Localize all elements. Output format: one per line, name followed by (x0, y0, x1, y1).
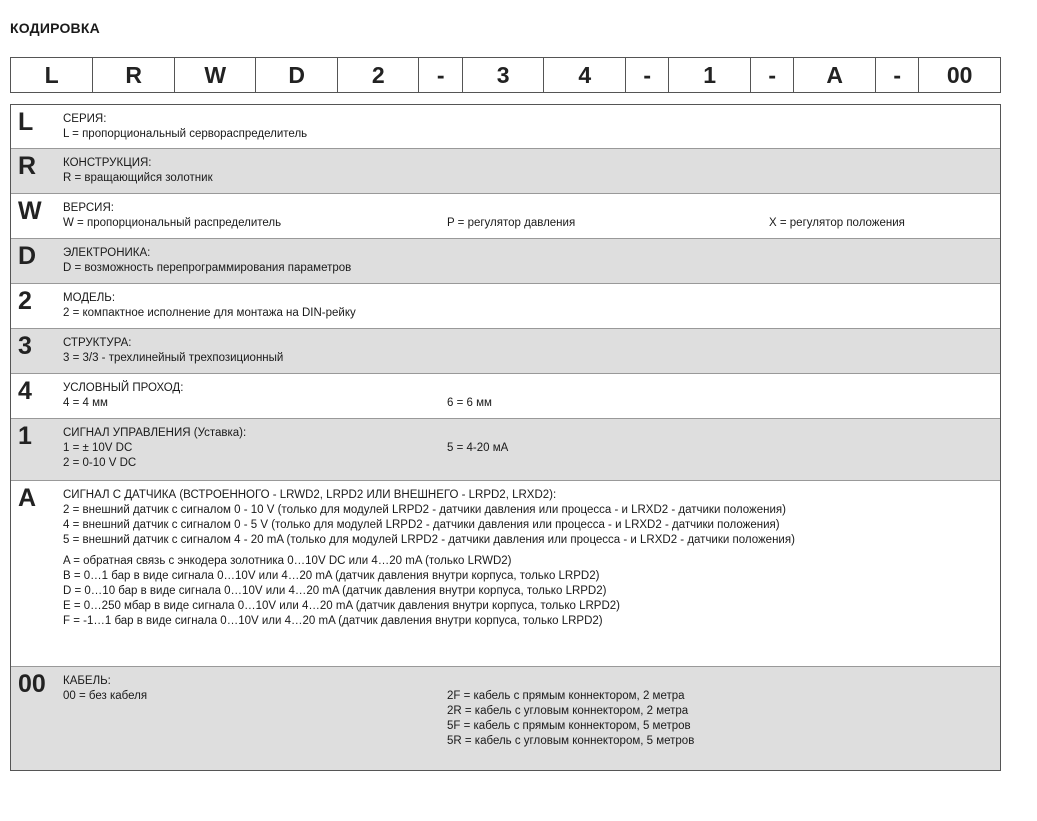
row-label: КОНСТРУКЦИЯ: (63, 157, 152, 169)
row-key: 2 (18, 287, 32, 315)
code-separator: - (875, 58, 918, 92)
row-option: 1 = ± 10V DC (63, 442, 133, 454)
code-separator: - (625, 58, 668, 92)
row-option: 5R = кабель с угловым коннектором, 5 метров (447, 735, 695, 747)
row-body (63, 374, 1000, 418)
row-body (63, 419, 1000, 480)
row-label: МОДЕЛЬ: (63, 292, 116, 304)
code-segment: W (174, 58, 256, 92)
code-separator: - (418, 58, 461, 92)
row-option: 6 = 6 мм (447, 397, 492, 409)
row-option: E = 0…250 мбар в виде сигнала 0…10V или 4…20 mA (датчик давления внутри корпуса, только LRPD2) (63, 600, 621, 612)
row-label: ЭЛЕКТРОНИКА: (63, 247, 151, 259)
row-body (63, 239, 1000, 283)
row-option: 2R = кабель с угловым коннектором, 2 метра (447, 705, 689, 717)
row-label: СТРУКТУРА: (63, 337, 132, 349)
row-body (63, 481, 1000, 666)
row-option: 00 = без кабеля (63, 690, 148, 702)
row-option: 5F = кабель с прямым коннектором, 5 метров (447, 720, 691, 732)
row-text: 2 = компактное исполнение для монтажа на DIN-рейку (63, 307, 356, 319)
code-segment: 2 (337, 58, 419, 92)
row-key: W (18, 197, 42, 225)
row-text: 3 = 3/3 - трехлинейный трехпозиционный (63, 352, 284, 364)
row-key: L (18, 108, 34, 136)
row-text: L = пропорциональный сервораспределитель (63, 128, 308, 140)
row-label: КАБЕЛЬ: (63, 675, 111, 687)
row-label: СИГНАЛ С ДАТЧИКА (ВСТРОЕННОГО - LRWD2, LRPD2 ИЛИ ВНЕШНЕГО - LRPD2, LRXD2): (63, 489, 557, 501)
legend-row-cable (11, 666, 1000, 770)
code-segment: R (92, 58, 174, 92)
row-label: СИГНАЛ УПРАВЛЕНИЯ (Уставка): (63, 427, 247, 439)
row-body (63, 284, 1000, 328)
row-option: 4 = 4 мм (63, 397, 108, 409)
row-key: 4 (18, 377, 32, 405)
legend-row-nominal-size (11, 373, 1000, 418)
row-text: R = вращающийся золотник (63, 172, 213, 184)
row-option: X = регулятор положения (769, 217, 905, 229)
code-segment: D (255, 58, 337, 92)
row-option: 4 = внешний датчик с сигналом 0 - 5 V (только для модулей LRPD2 - датчики давления или процесса - и LRXD2 - датчики положения) (63, 519, 780, 531)
row-label: УСЛОВНЫЙ ПРОХОД: (63, 382, 184, 394)
row-option: D = 0…10 бар в виде сигнала 0…10V или 4…20 mA (датчик давления внутри корпуса, только LRPD2) (63, 585, 607, 597)
ordering-code-bar (10, 57, 1001, 93)
legend-row-model (11, 283, 1000, 328)
row-option: 2F = кабель с прямым коннектором, 2 метра (447, 690, 685, 702)
legend-row-electronics (11, 238, 1000, 283)
row-body (63, 149, 1000, 193)
code-segment: A (793, 58, 875, 92)
row-label: СЕРИЯ: (63, 113, 107, 125)
row-body (63, 329, 1000, 373)
row-key: R (18, 152, 37, 180)
row-key: 1 (18, 422, 32, 450)
code-segment: 00 (918, 58, 1000, 92)
row-body (63, 194, 1000, 238)
legend-row-control-signal (11, 418, 1000, 480)
row-text: D = возможность перепрограммирования параметров (63, 262, 352, 274)
legend-row-sensor-signal (11, 480, 1000, 666)
row-body (63, 105, 1000, 148)
code-segment: 1 (668, 58, 750, 92)
row-option: 5 = внешний датчик с сигналом 4 - 20 mA (только для модулей LRPD2 - датчики давления или процесса - и LRXD2 - датчики положения) (63, 534, 795, 546)
row-option: F = -1…1 бар в виде сигнала 0…10V или 4…20 mA (датчик давления внутри корпуса, только LRPD2) (63, 615, 603, 627)
legend-row-version (11, 193, 1000, 238)
code-segment: L (44, 61, 59, 88)
legend-row-series (11, 105, 1000, 148)
row-key: A (18, 484, 37, 512)
code-segment: 4 (543, 58, 625, 92)
row-option: 2 = 0-10 V DC (63, 457, 137, 469)
row-label: ВЕРСИЯ: (63, 202, 114, 214)
code-separator: - (750, 58, 793, 92)
legend-row-structure (11, 328, 1000, 373)
row-option: W = пропорциональный распределитель (63, 217, 282, 229)
row-key: D (18, 242, 37, 270)
code-legend-table (10, 104, 1001, 771)
row-option: 5 = 4-20 мА (447, 442, 509, 454)
row-option: A = обратная связь с энкодера золотника 0…10V DC или 4…20 mA (только LRWD2) (63, 555, 512, 567)
row-option: B = 0…1 бар в виде сигнала 0…10V или 4…20 mA (датчик давления внутри корпуса, только LRPD2) (63, 570, 600, 582)
row-key: 00 (18, 670, 46, 698)
row-key: 3 (18, 332, 32, 360)
legend-row-construction (11, 148, 1000, 193)
page-title: КОДИРОВКА (10, 20, 100, 36)
row-option: P = регулятор давления (447, 217, 576, 229)
row-body (63, 667, 1000, 770)
code-segment: 3 (462, 58, 544, 92)
row-option: 2 = внешний датчик с сигналом 0 - 10 V (только для модулей LRPD2 - датчики давления или процесса - и LRXD2 - датчики положения) (63, 504, 786, 516)
